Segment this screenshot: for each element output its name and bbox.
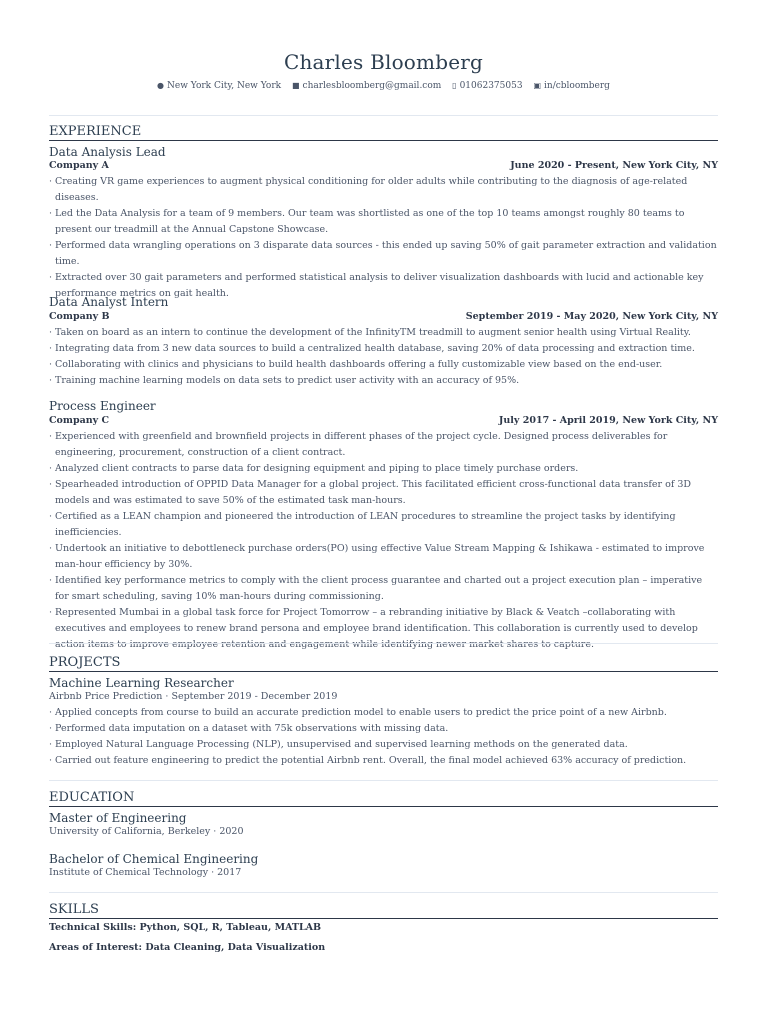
linkedin-icon: ▣ [533, 81, 542, 90]
map-pin-icon: ● [157, 81, 165, 90]
contact-phone[interactable]: ▯ 01062375053 [452, 81, 523, 91]
education-degree: Master of Engineering [49, 811, 187, 825]
experience-heading: EXPERIENCE [49, 124, 718, 141]
phone-icon: ▯ [452, 81, 457, 90]
project-dates: September 2019 - December 2019 [171, 691, 338, 702]
list-item: · Certified as a LEAN champion and pioneered the introduction of LEAN procedures to streamline the project tasks by identifying inefficiencies. [49, 509, 718, 541]
contact-email[interactable]: ■ charlesbloomberg@gmail.com [291, 81, 442, 91]
candidate-name: Charles Bloomberg [283, 50, 484, 74]
contact-location: ● New York City, New York [157, 81, 282, 91]
education-school: University of California, Berkeley [49, 826, 211, 837]
list-item: · Creating VR game experiences to augment physical conditioning for older adults while contributing to the diagnosis of age-related diseases. [49, 174, 718, 206]
list-item: · Taken on board as an intern to continue the development of the InfinityTM treadmill to augment senior health using Virtual Reality. [49, 325, 718, 341]
job-meta: September 2019 - May 2020, New York City, NY [465, 311, 718, 322]
education-separator: · [211, 867, 218, 878]
job-company: Company A [49, 160, 109, 171]
list-item: · Performed data imputation on a dataset with 75k observations with missing data. [49, 721, 718, 737]
education-line [49, 867, 718, 879]
contact-line [49, 81, 718, 91]
job-meta: July 2017 - April 2019, New York City, NY [498, 415, 718, 426]
job-bullets [49, 429, 718, 653]
education-school: Institute of Chemical Technology [49, 867, 209, 878]
project-line [49, 691, 718, 703]
list-item: · Training machine learning models on data sets to predict user activity with an accuracy of 95%. [49, 373, 718, 389]
job-company-line [49, 415, 718, 427]
project-role: Machine Learning Researcher [49, 676, 234, 690]
list-item: · Integrating data from 3 new data sources to build a centralized health database, saving 20% of data processing and extraction time. [49, 341, 718, 357]
job-role: Process Engineer [49, 399, 156, 413]
job-company-line [49, 160, 718, 172]
envelope-icon: ■ [291, 81, 300, 90]
education-year: 2020 [219, 826, 244, 837]
project-bullets [49, 705, 718, 769]
section-divider [49, 780, 718, 781]
list-item: · Identified key performance metrics to comply with the client process guarantee and charted out a project execution plan – imperative for smart scheduling, saving 10% man-hours during commissioning. [49, 573, 718, 605]
project-name: Airbnb Price Prediction [49, 691, 163, 702]
job-company: Company B [49, 311, 110, 322]
contact-linkedin[interactable]: ▣ in/cbloomberg [533, 81, 610, 91]
education-year: 2017 [217, 867, 242, 878]
list-item: · Represented Mumbai in a global task force for Project Tomorrow – a rebranding initiative by Black & Veatch –collaborating with executives and employees to renew brand persona and employee brand identification. This collaboration is currently used to develop action items to improve employee retention and engagement while identifying newer market shares to capture. [49, 605, 718, 653]
areas-of-interest: Areas of Interest: Data Cleaning, Data Visualization [49, 942, 326, 953]
list-item: · Led the Data Analysis for a team of 9 members. Our team was shortlisted as one of the top 10 teams amongst roughly 80 teams to present our treadmill at the Annual Capstone Showcase. [49, 206, 718, 238]
job-company: Company C [49, 415, 110, 426]
list-item: · Employed Natural Language Processing (NLP), unsupervised and supervised learning methods on the generated data. [49, 737, 718, 753]
projects-heading: PROJECTS [49, 655, 718, 672]
list-item: · Applied concepts from course to build an accurate prediction model to enable users to predict the price point of a new Airbnb. [49, 705, 718, 721]
header-divider [49, 115, 718, 116]
education-heading: EDUCATION [49, 790, 718, 807]
section-divider [49, 643, 718, 644]
list-item: · Analyzed client contracts to parse data for designing equipment and piping to place timely purchase orders. [49, 461, 718, 477]
list-item: · Undertook an initiative to debottleneck purchase orders(PO) using effective Value Stream Mapping & Ishikawa - estimated to improve man-hour efficiency by 30%. [49, 541, 718, 573]
job-meta: June 2020 - Present, New York City, NY [510, 160, 718, 171]
list-item: · Performed data wrangling operations on 3 disparate data sources - this ended up saving 50% of gait parameter extraction and validation time. [49, 238, 718, 270]
technical-skills: Technical Skills: Python, SQL, R, Tableau, MATLAB [49, 922, 322, 933]
list-item: · Experienced with greenfield and brownfield projects in different phases of the project cycle. Designed process deliverables for engineering, procurement, construction of a client contract. [49, 429, 718, 461]
list-item: · Extracted over 30 gait parameters and performed statistical analysis to deliver visualization dashboards with lucid and actionable key performance metrics on gait health. [49, 270, 718, 302]
job-company-line [49, 311, 718, 323]
job-role: Data Analyst Intern [49, 295, 169, 309]
section-divider [49, 892, 718, 893]
skills-heading: SKILLS [49, 902, 718, 919]
list-item: · Spearheaded introduction of OPPID Data Manager for a global project. This facilitated efficient cross-functional data transfer of 3D models and was estimated to save 50% of the estimated task man-hours. [49, 477, 718, 509]
education-line [49, 826, 718, 838]
list-item: · Collaborating with clinics and physicians to build health dashboards offering a fully customizable view based on the end-user. [49, 357, 718, 373]
project-separator: · [165, 691, 172, 702]
job-bullets [49, 174, 718, 302]
education-degree: Bachelor of Chemical Engineering [49, 852, 259, 866]
education-separator: · [213, 826, 220, 837]
job-bullets [49, 325, 718, 389]
list-item: · Carried out feature engineering to predict the potential Airbnb rent. Overall, the final model achieved 63% accuracy of prediction. [49, 753, 718, 769]
job-role: Data Analysis Lead [49, 145, 166, 159]
